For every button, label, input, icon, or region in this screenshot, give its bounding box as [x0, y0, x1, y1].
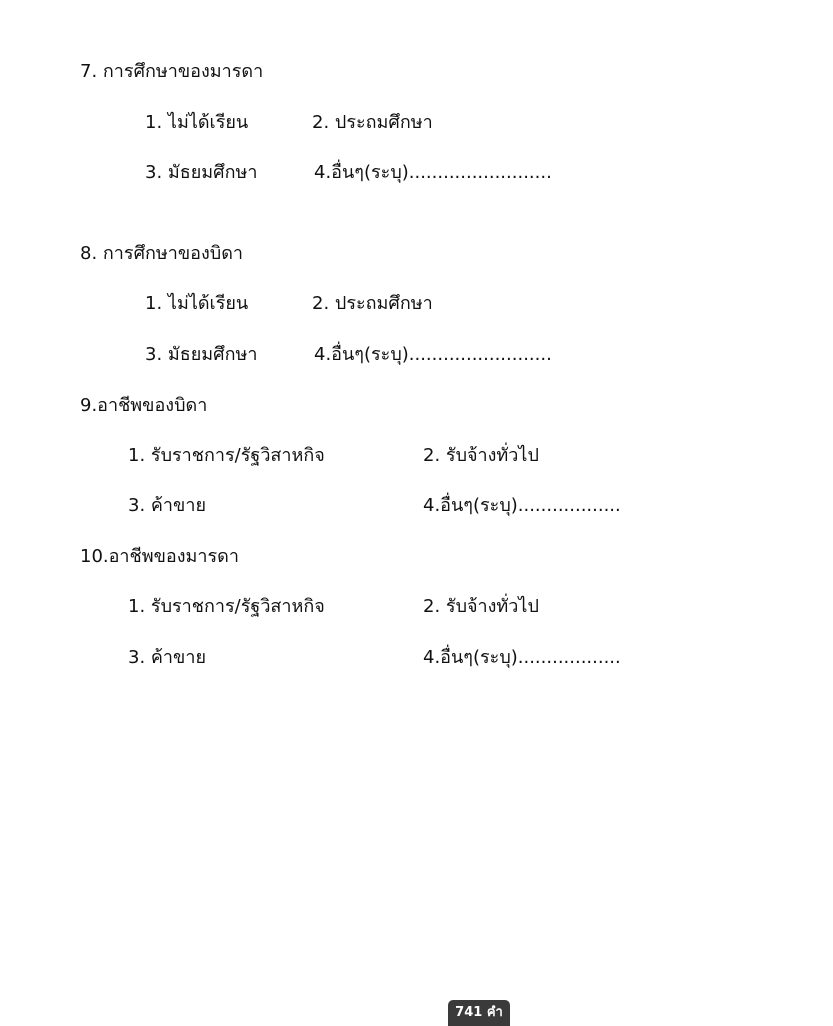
question-8-option-2: 2. ประถมศึกษา [312, 293, 433, 314]
question-10-option-3: 3. ค้าขาย [128, 647, 207, 668]
question-10-title: 10.อาชีพของมารดา [80, 546, 239, 567]
question-10-option-1: 1. รับราชการ/รัฐวิสาหกิจ [128, 596, 325, 617]
question-10-option-4: 4.อื่นๆ(ระบุ).................. [423, 647, 621, 668]
question-9-title: 9.อาชีพของบิดา [80, 395, 208, 416]
question-8-option-1: 1. ไม่ได้เรียน [145, 293, 249, 314]
question-8-title: 8. การศึกษาของบิดา [80, 243, 243, 264]
question-7-option-1: 1. ไม่ได้เรียน [145, 112, 249, 133]
question-7-option-4: 4.อื่นๆ(ระบุ)......................... [314, 162, 552, 183]
question-9-option-2: 2. รับจ้างทั่วไป [423, 445, 539, 466]
word-count-badge[interactable]: 741 คำ [448, 1000, 510, 1026]
question-9-option-3: 3. ค้าขาย [128, 495, 207, 516]
question-9-option-1: 1. รับราชการ/รัฐวิสาหกิจ [128, 445, 325, 466]
question-9-option-4: 4.อื่นๆ(ระบุ).................. [423, 495, 621, 516]
question-8-option-3: 3. มัธยมศึกษา [145, 344, 258, 365]
question-7-option-2: 2. ประถมศึกษา [312, 112, 433, 133]
question-7-option-3: 3. มัธยมศึกษา [145, 162, 258, 183]
question-7-title: 7. การศึกษาของมารดา [80, 61, 264, 82]
question-8-option-4: 4.อื่นๆ(ระบุ)......................... [314, 344, 552, 365]
question-10-option-2: 2. รับจ้างทั่วไป [423, 596, 539, 617]
